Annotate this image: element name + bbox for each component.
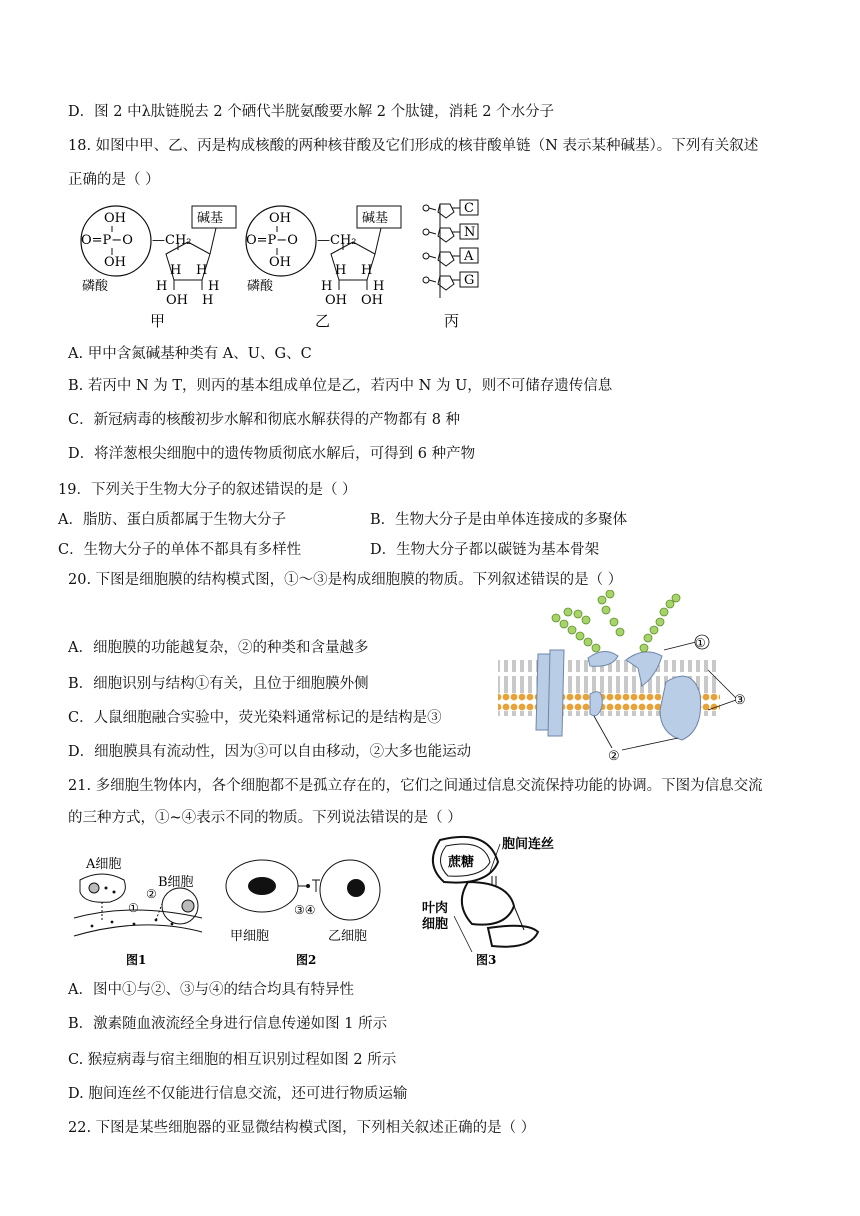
q21-signaling-figure <box>72 832 572 972</box>
q18-nucleotide-figure <box>70 198 500 332</box>
number-1: ① <box>128 901 139 915</box>
mesophyll-label-1: 叶肉 <box>422 901 449 916</box>
label-3: ③ <box>734 693 746 708</box>
h-label: H <box>202 293 214 308</box>
phosphate-body: O=P−O <box>81 233 133 248</box>
oh-label: OH <box>325 293 347 308</box>
h-label: H <box>361 263 373 278</box>
label-2: ② <box>608 749 620 764</box>
nucleotide-jia <box>81 206 236 330</box>
q21-stem-line1: 21. 多细胞生物体内，各个细胞都不是孤立存在的，它们之间通过信息交流保持功能的协调。下图为信息交流 <box>68 778 763 794</box>
label-jia: 甲 <box>150 312 166 330</box>
nucleotide-yi <box>246 206 401 330</box>
q19-stem: 19．下列关于生物大分子的叙述错误的是（ ） <box>58 482 357 498</box>
h-label: H <box>170 263 182 278</box>
h-label: H <box>321 279 333 294</box>
phosphate-oh-bottom: OH <box>104 255 126 270</box>
label-1: ① <box>695 636 706 650</box>
oh-label: OH <box>361 293 383 308</box>
q20-membrane-figure <box>494 590 760 766</box>
q22-stem: 22. 下图是某些细胞器的亚显微结构模式图，下列相关叙述正确的是（ ） <box>68 1120 536 1136</box>
fig3-caption: 图3 <box>476 953 497 967</box>
q20-option-d: D．细胞膜具有流动性，因为③可以自由移动，②大多也能运动 <box>68 744 472 760</box>
figure-2 <box>226 860 380 967</box>
mesophyll-label-2: 细胞 <box>422 917 449 932</box>
h-label: H <box>335 263 347 278</box>
phosphate-oh-top: OH <box>104 211 126 226</box>
yi-cell-label: 乙细胞 <box>328 929 368 944</box>
fig1-caption: 图1 <box>126 953 147 967</box>
q19-option-a: A．脂肪、蛋白质都属于生物大分子 <box>58 512 286 528</box>
phosphate-label: 磷酸 <box>247 279 274 294</box>
chain-base: N <box>464 225 476 240</box>
chain-base: A <box>464 249 474 264</box>
embedded-protein <box>660 676 701 740</box>
h-label: H <box>156 279 168 294</box>
number-3-4: ③④ <box>294 903 316 917</box>
q18-stem-line1: 18. 如图中甲、乙、丙是构成核酸的两种核苷酸及它们形成的核苷酸单链（N 表示某种碱基）。下列有关叙述 <box>68 138 759 154</box>
h-label: H <box>208 279 220 294</box>
q18-stem-line2: 正确的是（ ） <box>68 172 160 188</box>
q21-option-b: B．激素随血液流经全身进行信息传递如图 1 所示 <box>68 1016 388 1032</box>
figure-3 <box>422 836 554 967</box>
h-label: H <box>373 279 385 294</box>
q20-option-b: B．细胞识别与结构①有关，且位于细胞膜外侧 <box>68 676 369 692</box>
phosphate-oh-top: OH <box>269 211 291 226</box>
q21-stem-line2: 的三种方式，①~④表示不同的物质。下列说法错误的是（ ） <box>68 810 462 826</box>
chain-unit <box>423 272 478 290</box>
q20-option-c: C．人鼠细胞融合实验中，荧光染料通常标记的是结构是③ <box>68 710 442 726</box>
q19-option-b: B．生物大分子是由单体连接成的多聚体 <box>370 512 628 528</box>
q18-option-d: D．将洋葱根尖细胞中的遗传物质彻底水解后，可得到 6 种产物 <box>68 446 476 462</box>
q17-option-d: D．图 2 中λ肽链脱去 2 个硒代半胱氨酸要水解 2 个肽键，消耗 2 个水分子 <box>68 104 555 120</box>
ch2-label: —CH₂ <box>317 233 357 248</box>
q20-stem: 20. 下图是细胞膜的结构模式图，①～③是构成细胞膜的物质。下列叙述错误的是（ ） <box>68 572 623 588</box>
q21-option-d: D. 胞间连丝不仅能进行信息交流，还可进行物质运输 <box>68 1086 408 1102</box>
phosphate-body: O=P−O <box>246 233 298 248</box>
b-cell-label: B细胞 <box>158 875 194 890</box>
h-label: H <box>196 263 208 278</box>
phosphate-oh-bottom: OH <box>269 255 291 270</box>
plasmodesma-label: 胞间连丝 <box>502 837 555 852</box>
label-bing: 丙 <box>444 312 460 330</box>
a-cell-label: A细胞 <box>86 857 122 872</box>
chain-unit <box>423 248 478 266</box>
nucleotide-chain-bing <box>423 200 478 330</box>
oh-label: OH <box>166 293 188 308</box>
label-yi: 乙 <box>315 312 331 330</box>
chain-unit <box>423 224 478 242</box>
base-box-label: 碱基 <box>362 211 389 226</box>
q21-option-a: A．图中①与②、③与④的结合均具有特异性 <box>68 982 354 998</box>
chain-base: C <box>464 201 474 216</box>
q19-option-d: D．生物大分子都以碳链为基本骨架 <box>370 542 600 558</box>
q18-option-c: C．新冠病毒的核酸初步水解和彻底水解获得的产物都有 8 种 <box>68 412 461 428</box>
q18-option-b: B. 若丙中 N 为 T，则丙的基本组成单位是乙，若丙中 N 为 U，则不可储存遗传信息 <box>68 378 613 394</box>
q20-option-a: A．细胞膜的功能越复杂，②的种类和含量越多 <box>68 640 369 656</box>
fig2-caption: 图2 <box>296 953 317 967</box>
number-2: ② <box>146 887 157 901</box>
chain-base: G <box>464 273 475 288</box>
q21-option-c: C. 猴痘病毒与宿主细胞的相互识别过程如图 2 所示 <box>68 1052 397 1068</box>
base-box-label: 碱基 <box>197 211 224 226</box>
ch2-label: —CH₂ <box>152 233 192 248</box>
phosphate-label: 磷酸 <box>82 279 109 294</box>
jia-cell-label: 甲细胞 <box>230 929 270 944</box>
sucrose-label: 蔗糖 <box>448 855 475 870</box>
q19-option-c: C．生物大分子的单体不都具有多样性 <box>58 542 302 558</box>
chain-unit <box>423 200 478 218</box>
figure-1 <box>74 857 202 967</box>
q18-option-a: A. 甲中含氮碱基种类有 A、U、G、C <box>68 346 312 362</box>
glycoprotein-chains <box>552 590 680 652</box>
